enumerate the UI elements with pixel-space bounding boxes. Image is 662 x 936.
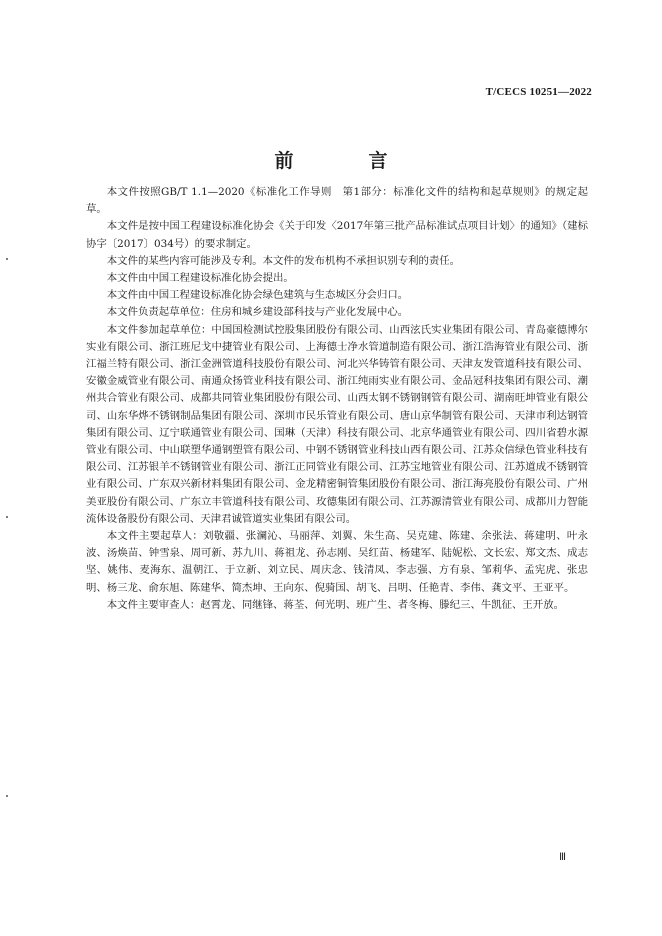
paragraph-drafting-rules: 本文件按照GB/T 1.1—2020《标准化工作导则 第1部分：标准化文件的结构和起草规则》的规定起草。 [86,186,588,216]
paragraph-main-drafters: 本文件主要起草人：刘敬疆、张澜沁、马丽萍、刘翼、朱生高、吴克建、陈建、余张法、蒋建明、叶永波、汤焕苗、钟雪泉、周可新、苏九川、蒋祖龙、孙志刚、吴红苗、杨建军、陆妮松、文长宏、郑文杰、成志坚、姚伟、麦海东、温朝江、于立新、刘立民、周庆念、钱清凤、李志强、方有泉、邹莉华、孟宪虎、张忠明、杨三龙、俞东旭、陈建华、简杰坤、王向东、倪骑国、胡飞、吕明、任艳青、李伟、龚文平、王亚平。 [86,530,588,594]
margin-mark [6,516,8,518]
foreword-body [86,184,588,614]
paragraph-main-reviewers: 本文件主要审查人：赵霄龙、同继锋、蒋荃、何光明、班广生、者冬梅、滕纪三、牛凯征、王开放。 [106,598,564,611]
paragraph-chief-drafting-unit: 本文件负责起草单位：住房和城乡建设部科技与产业化发展中心。 [106,306,409,319]
page-title: 前 言 [274,150,416,172]
paragraph-administrator: 本文件由中国工程建设标准化协会绿色建筑与生态城区分会归口。 [106,289,409,302]
paragraph-proposer: 本文件由中国工程建设标准化协会提出。 [106,272,294,285]
margin-mark [6,258,8,260]
standard-number: T/CECS 10251—2022 [485,86,592,98]
paragraph-plan-basis: 本文件是按中国工程建设标准化协会《关于印发〈2017年第三批产品标准试点项目计划〉的通知》（建标协字〔2017〕034号）的要求制定。 [86,220,588,250]
paragraph-participating-units: 本文件参加起草单位：中国国检测试控股集团股份有限公司、山西泫氏实业集团有限公司、青岛豪德博尔实业有限公司、浙江班尼戈中捷管业有限公司、上海德士净水管道制造有限公司、浙江浩海管业有限公司、浙江福兰特有限公司、浙江金洲管道科技股份有限公司、河北兴华铸管有限公司、天津友发管道科技有限公司、安徽金威管业有限公司、南通众扬管业科技有限公司、浙江纯雨实业有限公司、金品冠科技集团有限公司、潮州共合管业有限公司、成都共同管业集团股份有限公司、山西太钢不锈钢钢管有限公司、湖南旺坤管业有限公司、山东华烨不锈钢制品集团有限公司、深圳市民乐管业有限公司、唐山京华制管有限公司、天津市利达钢管集团有限公司、辽宁联通管业有限公司、国琳（天津）科技有限公司、北京华通管业有限公司、四川省碧水源管业有限公司、中山联塑华通钢塑管有限公司、中钢不锈钢管业科技山西有限公司、江苏众信绿色管业科技有限公司、江苏银羊不锈钢管业有限公司、浙江正同管业有限公司、江苏宝地管业有限公司、江苏道成不锈钢管业有限公司、广东双兴新材料集团有限公司、金龙精密铜管集团股份有限公司、浙江海亮股份有限公司、广州美亚股份有限公司、广东立丰管道科技有限公司、玫德集团有限公司、江苏源清管业有限公司、成都川力智能流体设备股份有限公司、天津君诚管道实业集团有限公司。 [86,323,588,525]
page-number: Ⅲ [559,852,566,863]
margin-mark [6,795,8,797]
paragraph-patent-notice: 本文件的某些内容可能涉及专利。本文件的发布机构不承担识别专利的责任。 [106,254,461,267]
